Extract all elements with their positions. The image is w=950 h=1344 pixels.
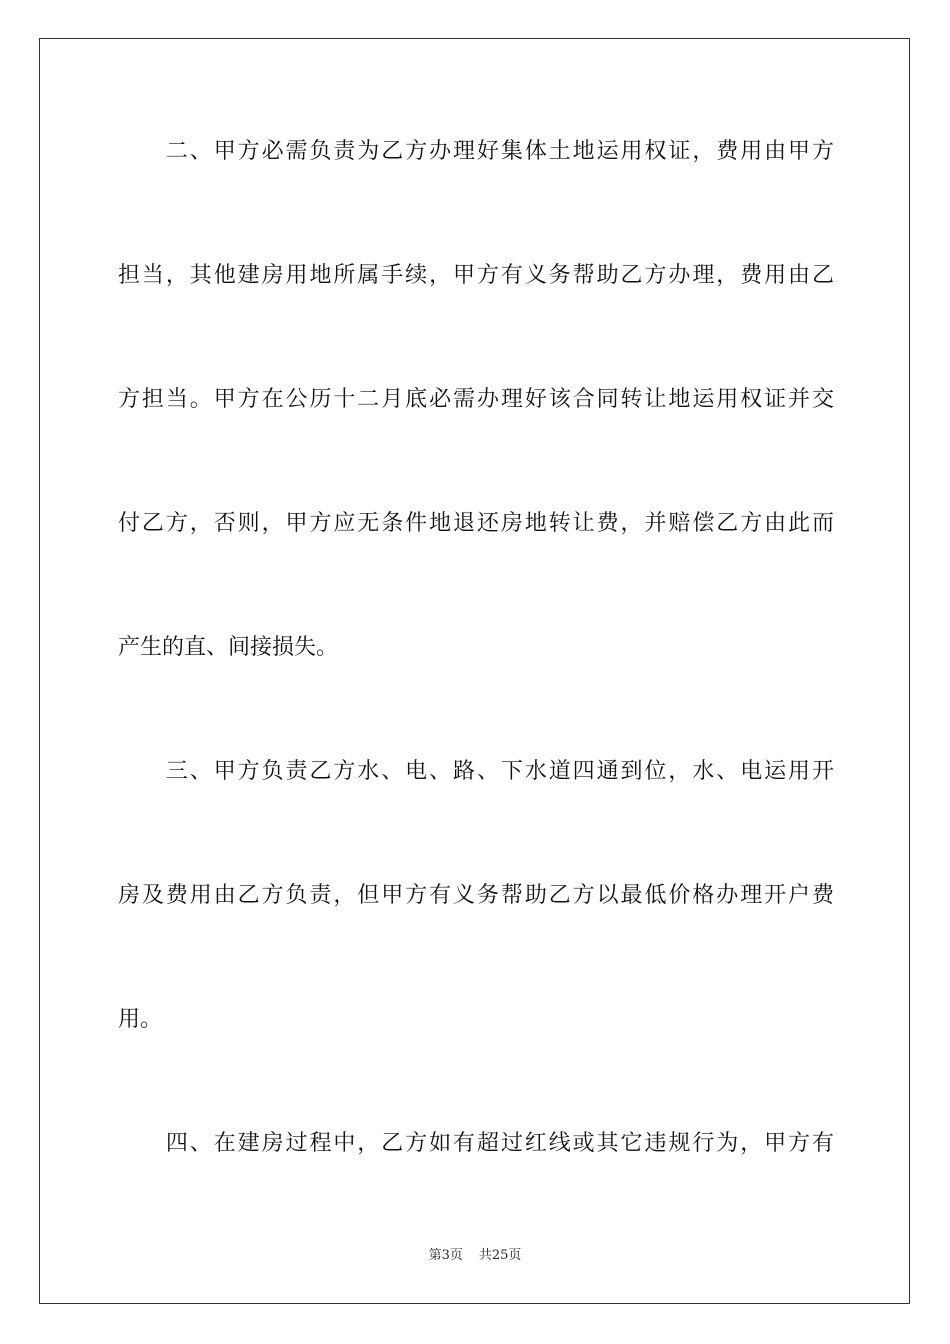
- paragraph-line-3: 方担当。甲方在公历十二月底必需办理好该合同转让地运用权证并交: [118, 387, 834, 412]
- paragraph-line-4: 付乙方，否则，甲方应无条件地退还房地转让费，并赔偿乙方由此而: [118, 511, 834, 536]
- page-footer: [0, 1247, 950, 1265]
- paragraph-line-1: 二、甲方必需负责为乙方办理好集体土地运用权证，费用由甲方: [118, 139, 834, 164]
- page-border: [39, 38, 910, 1304]
- page-number: 第3页: [428, 1248, 463, 1263]
- paragraph-line-7: 房及费用由乙方负责，但甲方有义务帮助乙方以最低价格办理开户费: [118, 883, 834, 908]
- paragraph-line-6: 三、甲方负责乙方水、电、路、下水道四通到位，水、电运用开: [118, 759, 834, 784]
- paragraph-line-9: 四、在建房过程中，乙方如有超过红线或其它违规行为，甲方有: [118, 1131, 834, 1156]
- paragraph-line-8: 用。: [118, 1007, 163, 1032]
- paragraph-line-2: 担当，其他建房用地所属手续，甲方有义务帮助乙方办理，费用由乙: [118, 263, 834, 288]
- paragraph-line-5: 产生的直、间接损失。: [118, 635, 339, 660]
- page-total: 共25页: [478, 1248, 522, 1263]
